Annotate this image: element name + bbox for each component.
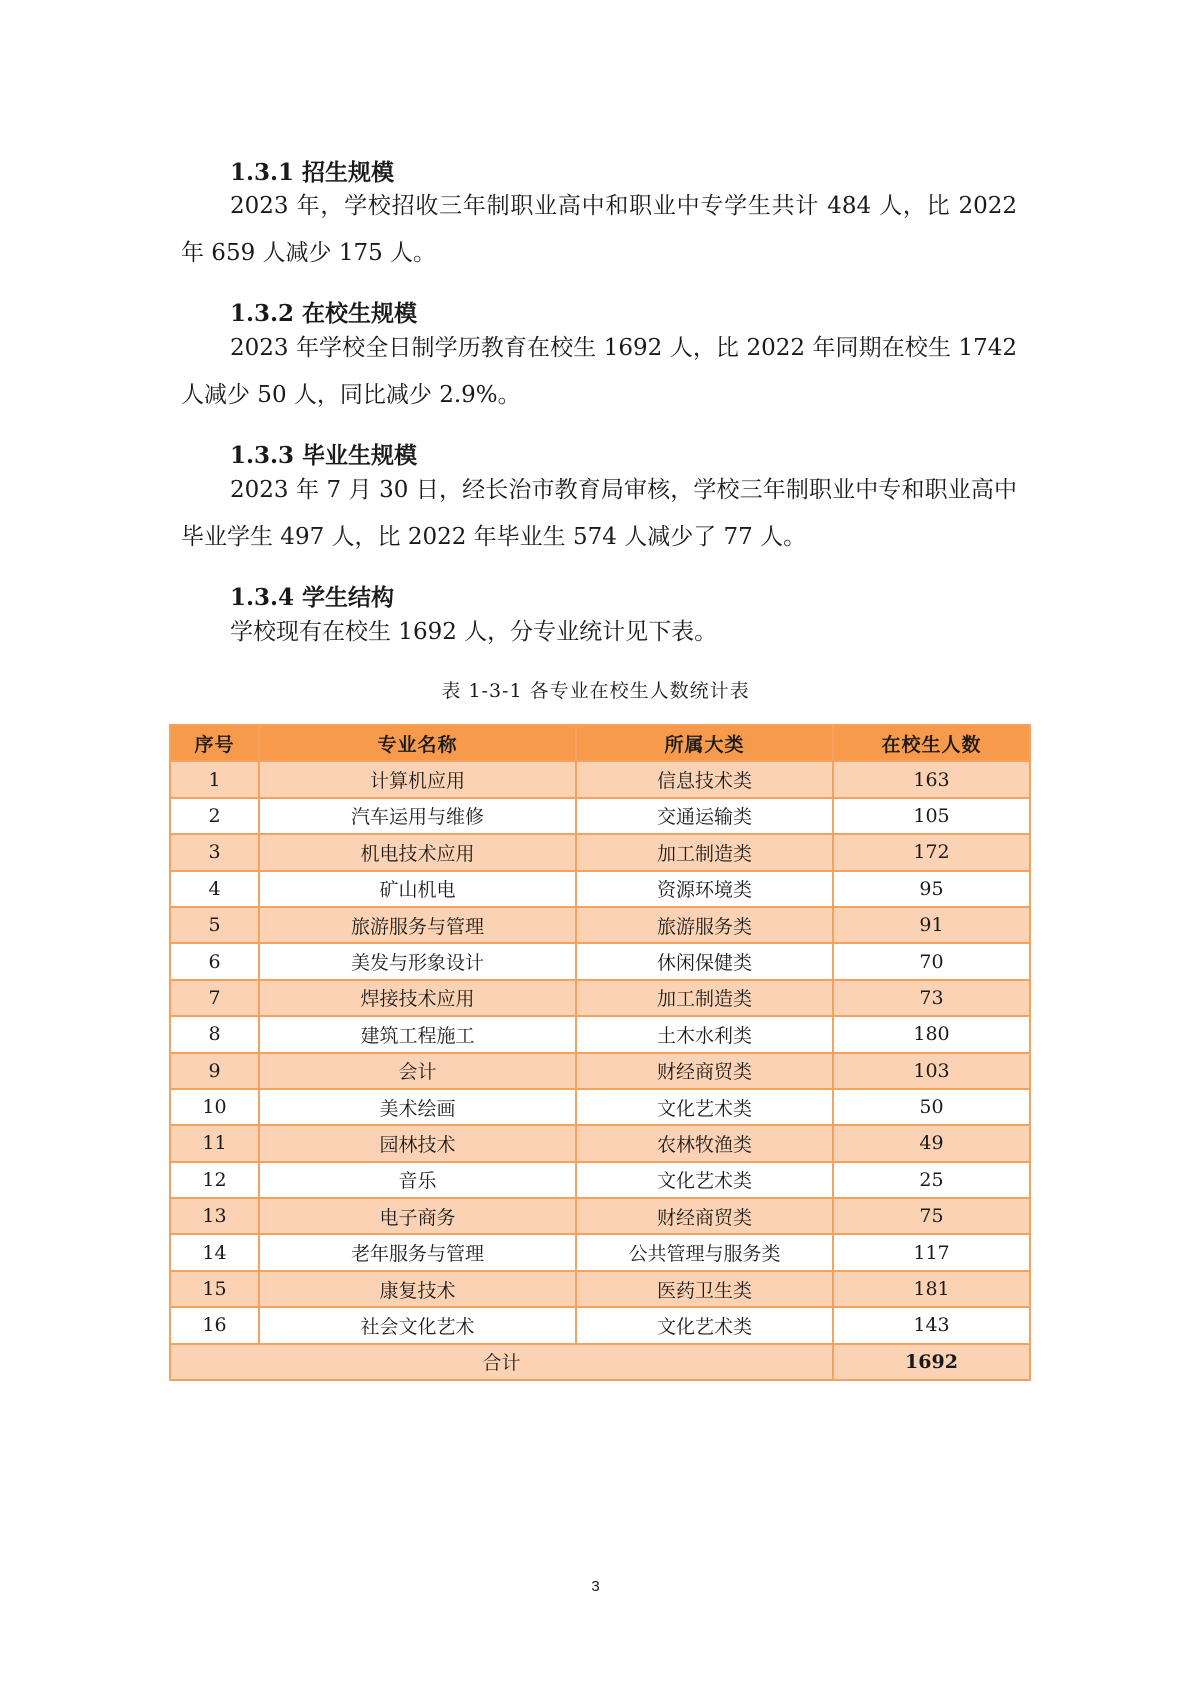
table-row bbox=[170, 1162, 1030, 1198]
header-category: 所属大类 bbox=[576, 725, 833, 761]
cell-major-name: 社会文化艺术 bbox=[259, 1307, 576, 1343]
cell-category: 加工制造类 bbox=[576, 980, 833, 1016]
cell-major-name: 建筑工程施工 bbox=[259, 1016, 576, 1052]
cell-major-name: 电子商务 bbox=[259, 1198, 576, 1234]
cell-index: 13 bbox=[170, 1198, 259, 1234]
table-row bbox=[170, 1307, 1030, 1343]
cell-category: 交通运输类 bbox=[576, 798, 833, 834]
major-enrollment-table bbox=[169, 724, 1031, 1381]
cell-category: 文化艺术类 bbox=[576, 1089, 833, 1125]
cell-index: 2 bbox=[170, 798, 259, 834]
cell-category: 财经商贸类 bbox=[576, 1198, 833, 1234]
cell-student-count: 95 bbox=[833, 871, 1030, 907]
table-row bbox=[170, 1198, 1030, 1234]
cell-category: 医药卫生类 bbox=[576, 1271, 833, 1307]
cell-student-count: 75 bbox=[833, 1198, 1030, 1234]
cell-major-name: 焊接技术应用 bbox=[259, 980, 576, 1016]
cell-category: 旅游服务类 bbox=[576, 907, 833, 943]
table-row bbox=[170, 907, 1030, 943]
table-row bbox=[170, 1234, 1030, 1270]
cell-index: 1 bbox=[170, 761, 259, 797]
cell-index: 8 bbox=[170, 1016, 259, 1052]
cell-major-name: 音乐 bbox=[259, 1162, 576, 1198]
cell-category: 资源环境类 bbox=[576, 871, 833, 907]
table-row bbox=[170, 943, 1030, 979]
section-heading-1-3-2: 1.3.2 在校生规模 bbox=[230, 300, 418, 327]
section-heading-1-3-4: 1.3.4 学生结构 bbox=[230, 584, 395, 611]
cell-category: 农林牧渔类 bbox=[576, 1125, 833, 1161]
table-row bbox=[170, 871, 1030, 907]
table-row bbox=[170, 834, 1030, 870]
cell-student-count: 181 bbox=[833, 1271, 1030, 1307]
cell-major-name: 美发与形象设计 bbox=[259, 943, 576, 979]
header-index: 序号 bbox=[170, 725, 259, 761]
cell-major-name: 旅游服务与管理 bbox=[259, 907, 576, 943]
cell-category: 加工制造类 bbox=[576, 834, 833, 870]
section-paragraph-1-3-1: 2023 年，学校招收三年制职业高中和职业中专学生共计 484 人，比 2022 年 659 人减少 175 人。 bbox=[181, 193, 1017, 266]
section-paragraph-1-3-2: 2023 年学校全日制学历教育在校生 1692 人，比 2022 年同期在校生 1742 人减少 50 人，同比减少 2.9%。 bbox=[181, 335, 1017, 408]
cell-category: 文化艺术类 bbox=[576, 1307, 833, 1343]
table-row bbox=[170, 1125, 1030, 1161]
cell-index: 7 bbox=[170, 980, 259, 1016]
cell-index: 5 bbox=[170, 907, 259, 943]
section-heading-1-3-1: 1.3.1 招生规模 bbox=[230, 159, 395, 186]
cell-major-name: 计算机应用 bbox=[259, 761, 576, 797]
cell-major-name: 园林技术 bbox=[259, 1125, 576, 1161]
total-label: 合计 bbox=[170, 1344, 833, 1380]
header-student-count: 在校生人数 bbox=[833, 725, 1030, 761]
cell-student-count: 172 bbox=[833, 834, 1030, 870]
cell-student-count: 180 bbox=[833, 1016, 1030, 1052]
cell-index: 12 bbox=[170, 1162, 259, 1198]
header-major-name: 专业名称 bbox=[259, 725, 576, 761]
table-row bbox=[170, 1089, 1030, 1125]
cell-student-count: 143 bbox=[833, 1307, 1030, 1343]
table-header-row bbox=[170, 725, 1030, 761]
page-number: 3 bbox=[591, 1578, 600, 1595]
cell-category: 财经商贸类 bbox=[576, 1053, 833, 1089]
cell-major-name: 机电技术应用 bbox=[259, 834, 576, 870]
cell-index: 11 bbox=[170, 1125, 259, 1161]
total-value: 1692 bbox=[833, 1344, 1030, 1380]
cell-student-count: 25 bbox=[833, 1162, 1030, 1198]
cell-major-name: 美术绘画 bbox=[259, 1089, 576, 1125]
cell-student-count: 103 bbox=[833, 1053, 1030, 1089]
cell-category: 文化艺术类 bbox=[576, 1162, 833, 1198]
table-row bbox=[170, 1053, 1030, 1089]
cell-student-count: 49 bbox=[833, 1125, 1030, 1161]
cell-major-name: 康复技术 bbox=[259, 1271, 576, 1307]
cell-student-count: 91 bbox=[833, 907, 1030, 943]
cell-student-count: 105 bbox=[833, 798, 1030, 834]
cell-student-count: 73 bbox=[833, 980, 1030, 1016]
cell-index: 14 bbox=[170, 1234, 259, 1270]
cell-index: 16 bbox=[170, 1307, 259, 1343]
table-caption: 表 1-3-1 各专业在校生人数统计表 bbox=[441, 680, 750, 702]
cell-category: 公共管理与服务类 bbox=[576, 1234, 833, 1270]
cell-student-count: 50 bbox=[833, 1089, 1030, 1125]
cell-category: 休闲保健类 bbox=[576, 943, 833, 979]
cell-major-name: 汽车运用与维修 bbox=[259, 798, 576, 834]
section-paragraph-1-3-4: 学校现有在校生 1692 人，分专业统计见下表。 bbox=[230, 619, 718, 645]
cell-category: 土木水利类 bbox=[576, 1016, 833, 1052]
table-row bbox=[170, 1271, 1030, 1307]
cell-student-count: 117 bbox=[833, 1234, 1030, 1270]
table-total-row bbox=[170, 1344, 1030, 1380]
cell-category: 信息技术类 bbox=[576, 761, 833, 797]
cell-student-count: 163 bbox=[833, 761, 1030, 797]
table-row bbox=[170, 1016, 1030, 1052]
table-row bbox=[170, 798, 1030, 834]
table-body bbox=[170, 761, 1030, 1343]
cell-major-name: 会计 bbox=[259, 1053, 576, 1089]
section-paragraph-1-3-3: 2023 年 7 月 30 日，经长治市教育局审核，学校三年制职业中专和职业高中毕业学生 497 人，比 2022 年毕业生 574 人减少了 77 人。 bbox=[181, 477, 1017, 550]
cell-student-count: 70 bbox=[833, 943, 1030, 979]
cell-major-name: 矿山机电 bbox=[259, 871, 576, 907]
cell-index: 15 bbox=[170, 1271, 259, 1307]
table-row bbox=[170, 980, 1030, 1016]
table-row bbox=[170, 761, 1030, 797]
cell-index: 6 bbox=[170, 943, 259, 979]
cell-index: 9 bbox=[170, 1053, 259, 1089]
section-heading-1-3-3: 1.3.3 毕业生规模 bbox=[230, 442, 418, 469]
cell-major-name: 老年服务与管理 bbox=[259, 1234, 576, 1270]
cell-index: 10 bbox=[170, 1089, 259, 1125]
cell-index: 4 bbox=[170, 871, 259, 907]
cell-index: 3 bbox=[170, 834, 259, 870]
